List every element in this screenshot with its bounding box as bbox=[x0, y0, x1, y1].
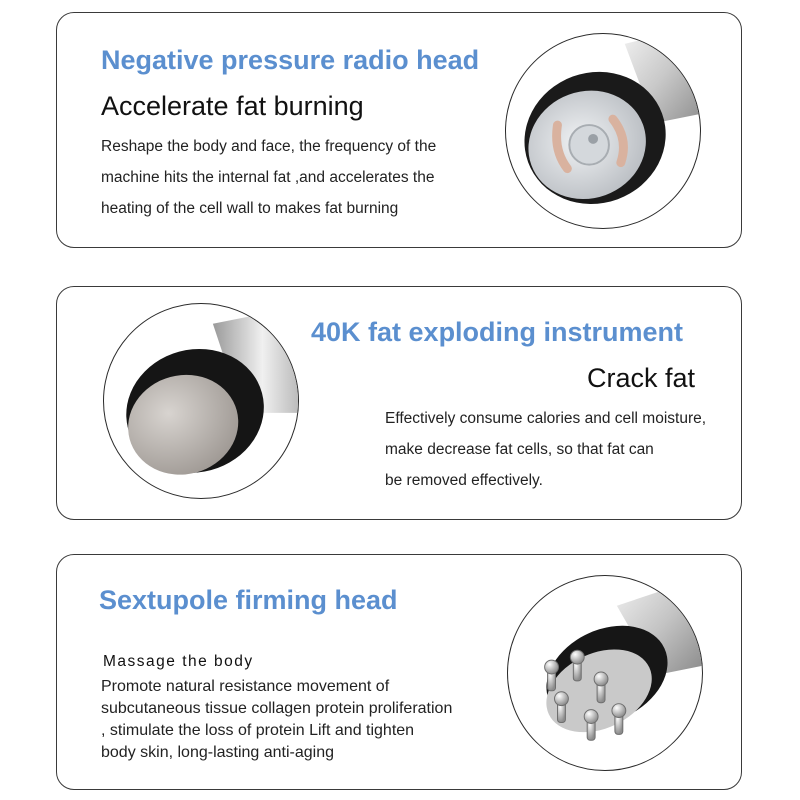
description-line: heating of the cell wall to makes fat burning bbox=[101, 200, 399, 217]
description-line: , stimulate the loss of protein Lift and tighten bbox=[101, 722, 415, 739]
feature-title: Sextupole firming head bbox=[99, 585, 398, 615]
feature-card-cavitation-head bbox=[56, 286, 742, 520]
feature-card-sextupole-head bbox=[56, 554, 742, 790]
description-line: body skin, long-lasting anti-aging bbox=[101, 744, 335, 761]
feature-subtitle: Massage the body bbox=[103, 653, 254, 670]
description-line: be removed effectively. bbox=[385, 472, 543, 489]
feature-description bbox=[101, 131, 436, 224]
feature-description bbox=[101, 676, 452, 764]
feature-title: Negative pressure radio head bbox=[101, 45, 480, 75]
description-line: make decrease fat cells, so that fat can bbox=[385, 441, 654, 458]
description-line: Effectively consume calories and cell moisture, bbox=[385, 410, 707, 427]
feature-subtitle: Accelerate fat burning bbox=[101, 91, 364, 121]
description-line: subcutaneous tissue collagen protein proliferation bbox=[101, 700, 453, 717]
feature-description bbox=[385, 403, 706, 496]
cavitation-head-icon bbox=[103, 303, 299, 499]
feature-subtitle: Crack fat bbox=[587, 363, 696, 393]
sextupole-head-icon bbox=[507, 575, 703, 771]
rf-head-icon bbox=[505, 33, 701, 229]
description-line: Reshape the body and face, the frequency of the bbox=[101, 138, 437, 155]
description-line: machine hits the internal fat ,and accelerates the bbox=[101, 169, 435, 186]
feature-title: 40K fat exploding instrument bbox=[311, 317, 684, 347]
feature-card-rf-head bbox=[56, 12, 742, 248]
description-line: Promote natural resistance movement of bbox=[101, 678, 390, 695]
